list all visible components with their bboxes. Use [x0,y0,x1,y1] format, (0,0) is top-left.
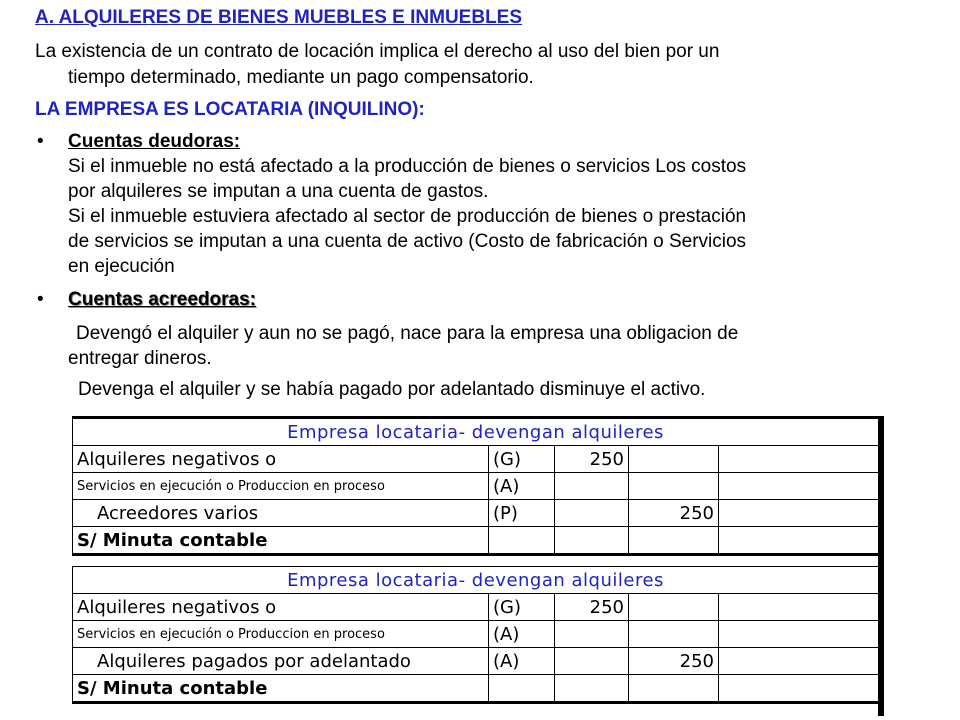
account-cell: Acreedores varios [73,500,489,527]
empty-cell [719,500,879,527]
deudoras-line-1: Si el inmueble no está afectado a la producción de bienes o servicios Los costos [68,156,747,177]
account-cell: Alquileres pagados por adelantado [73,648,489,675]
account-cell: Alquileres negativos o [73,594,489,621]
deudoras-label: Cuentas deudoras: [68,131,241,152]
empty-cell [719,473,879,500]
debit-cell [555,473,629,500]
deudoras-line-2: por alquileres se imputan a una cuenta de gastos. [68,181,489,202]
account-cell: Servicios en ejecución o Produccion en proceso [73,621,489,648]
table-title: Empresa locataria- devengan alquileres [73,567,879,594]
empty-cell [719,648,879,675]
page-title: A. ALQUILERES DE BIENES MUEBLES E INMUEBLES [35,7,523,28]
credit-cell: 250 [629,500,719,527]
bullet-deudoras: • [37,131,44,152]
footer-cell: S/ Minuta contable [73,675,489,703]
deudoras-line-3: Si el inmueble estuviera afectado al sector de producción de bienes o prestación [68,206,747,227]
type-cell: (G) [489,594,555,621]
deudoras-line-4: de servicios se imputan a una cuenta de activo (Costo de fabricación o Servicios [68,231,747,252]
journal-table-2 [72,566,879,704]
empty-cell [629,527,719,555]
empty-cell [489,527,555,555]
intro-line-1: La existencia de un contrato de locación implica el derecho al uso del bien por un [35,41,720,62]
table-footer-row [73,527,879,555]
intro-line-2: tiempo determinado, mediante un pago compensatorio. [68,67,534,88]
debit-cell [555,648,629,675]
type-cell: (P) [489,500,555,527]
empty-cell [555,527,629,555]
debit-cell: 250 [555,446,629,473]
table-row [73,648,879,675]
section-heading: LA EMPRESA ES LOCATARIA (INQUILINO): [35,99,425,120]
empty-cell [555,675,629,703]
debit-cell [555,500,629,527]
empty-cell [629,675,719,703]
empty-cell [719,527,879,555]
table-row [73,594,879,621]
acreedoras-line-3: Devenga el alquiler y se había pagado por adelantado disminuye el activo. [78,379,706,400]
type-cell: (A) [489,648,555,675]
bullet-acreedoras: • [37,289,44,310]
credit-cell [629,621,719,648]
acreedoras-label: Cuentas acreedoras: [68,289,256,310]
empty-cell [719,594,879,621]
table-header-row [73,567,879,594]
table-row [73,446,879,473]
empty-cell [489,675,555,703]
deudoras-line-5: en ejecución [68,256,175,277]
table-row [73,621,879,648]
credit-cell [629,446,719,473]
credit-cell: 250 [629,648,719,675]
table-header-row [73,418,879,446]
table-title: Empresa locataria- devengan alquileres [73,418,879,446]
credit-cell [629,473,719,500]
acreedoras-line-2: entregar dineros. [68,348,212,369]
type-cell: (A) [489,473,555,500]
debit-cell: 250 [555,594,629,621]
table-2-right-border [878,566,884,716]
table-1-right-border [878,416,884,566]
debit-cell [555,621,629,648]
table-row [73,500,879,527]
footer-cell: S/ Minuta contable [73,527,489,555]
account-cell: Servicios en ejecución o Produccion en proceso [73,473,489,500]
account-cell: Alquileres negativos o [73,446,489,473]
empty-cell [719,675,879,703]
type-cell: (A) [489,621,555,648]
credit-cell [629,594,719,621]
acreedoras-line-1: Devengó el alquiler y aun no se pagó, nace para la empresa una obligacion de [76,323,739,344]
empty-cell [719,621,879,648]
table-footer-row [73,675,879,703]
table-row [73,473,879,500]
journal-table-1 [72,416,879,556]
empty-cell [719,446,879,473]
type-cell: (G) [489,446,555,473]
